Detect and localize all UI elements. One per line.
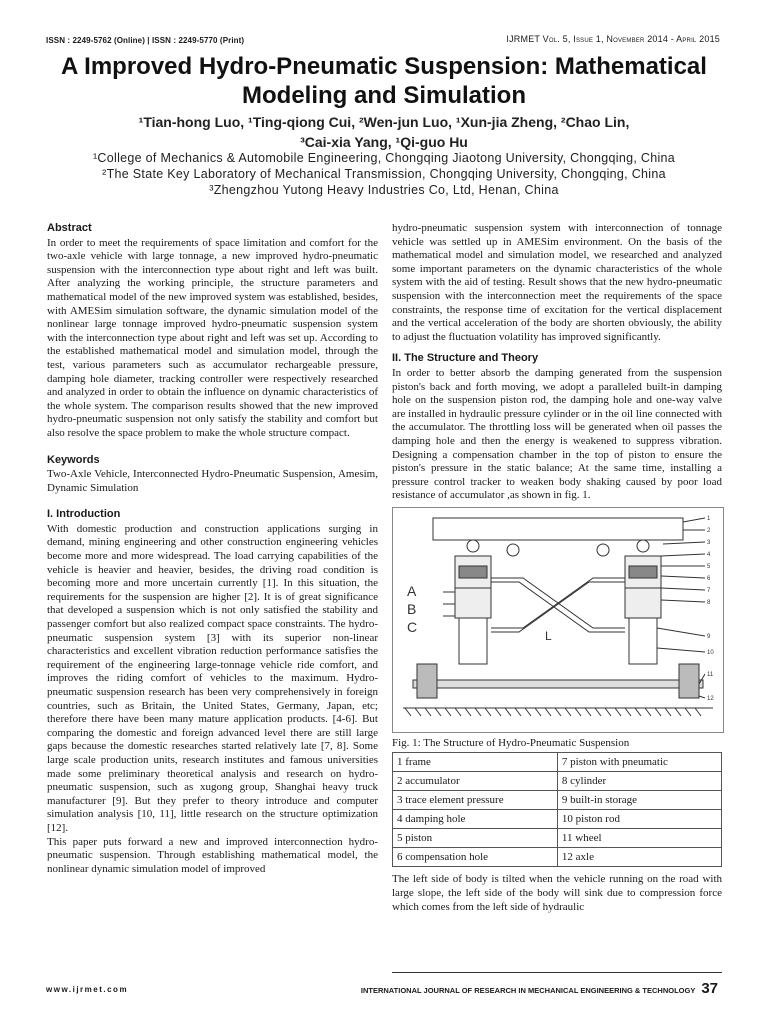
table-row bbox=[393, 810, 722, 829]
figure-number-4: 4 bbox=[707, 551, 711, 558]
table-cell: 8 cylinder bbox=[557, 772, 721, 791]
figure-label-a: A bbox=[407, 582, 417, 599]
figure-caption: Fig. 1: The Structure of Hydro-Pneumatic Suspension bbox=[392, 736, 630, 749]
author-list bbox=[60, 112, 708, 152]
keywords-text: Two-Axle Vehicle, Interconnected Hydro-Pneumatic Suspension, Amesim, Dynamic Simulation bbox=[47, 468, 378, 494]
affiliation-2: ²The State Key Laboratory of Mechanical Transmission, Chongqing University, Chongqing, China bbox=[102, 167, 666, 181]
right-wheel-shape bbox=[679, 664, 699, 698]
title-line-2: Modeling and Simulation bbox=[242, 82, 526, 109]
section-2-text: In order to better absorb the damping generated from the suspension piston's back and forth moving, we adopt a paralleled built-in damping hole on the suspension piston rod, the damping hole and one-way valve are installed in hydraulic pressure cylinder or in the oil line connected with the accumulator. The throttling loss will be generated when oil passes the damping hole and then the energy is weakened to suppress vibration. Designing a compensation chamber in the top of piston to ensure the piston's pressure in the static balance; At the same time, installing a pressure control tracker to weaken body shaking caused by poor load resistance of accumulator ,as shown in fig. 1. bbox=[392, 366, 722, 502]
suspension-diagram bbox=[393, 508, 723, 732]
table-cell: 5 piston bbox=[393, 829, 558, 848]
abstract-text: In order to meet the requirements of space limitation and comfort for the two-axle vehicle with large tonnage, a new improved hydro-pneumatic suspension with the interconnection type about right and left was built. After analyzing the working principle, the structure parameters and mathematical model of the new improved system was established, besides, with AMESim simulation software, the dynamic simulation model of the nonlinear large tonnage improved hydro-pneumatic suspension system with the interconnection type about right and left was set up. According to the established mathematical model and simulation model, through the test, various parameters such as accumulator rechargeable pressure, damping hole diameter, tracking controller were respectively researched and analyzed in order to obtain the influence on dynamic characteristics of the whole system. The comparison results showed that the new improved hydro-pneumatic suspension not only satisfy the stability and comfort but also resolve the space problem to make the whole structure compact. bbox=[47, 236, 378, 439]
after-table-text: The left side of body is tilted when the vehicle running on the road with large slope, the left side of the body will sink due to compression force which comes from the left side of hydraulic bbox=[392, 873, 722, 913]
table-row bbox=[393, 753, 722, 772]
figure-number-7: 7 bbox=[707, 587, 711, 594]
left-column bbox=[47, 222, 378, 876]
table-cell: 6 compensation hole bbox=[393, 848, 558, 867]
figure-label-l: L bbox=[545, 628, 552, 643]
introduction-continued: hydro-pneumatic suspension system with interconnection of tonnage vehicle was settled up in AMESim environment. On the basis of the mathematical model and simulation model, we researched and analyzed some important parameters on the dynamic characteristics of the whole system with the aid of testing. Result shows that the new hydro-pneumatic suspension with the interconnection meet the requirements of the space constraints, the response time of excitation for the vertical displacement and the vertical acceleration of the body are shorten obviously, the ability to adjust the fluctuation volatility has improved significantly. bbox=[392, 222, 722, 343]
introduction-heading: I. Introduction bbox=[47, 508, 121, 521]
table-cell: 1 frame bbox=[393, 753, 558, 772]
footer-url[interactable]: www.ijrmet.com bbox=[46, 985, 129, 994]
figure-number-1: 1 bbox=[707, 515, 711, 522]
left-cylinder-shape bbox=[455, 556, 491, 618]
figure-label-c: C bbox=[407, 618, 418, 635]
table-cell: 7 piston with pneumatic bbox=[557, 753, 721, 772]
introduction-text-2: This paper puts forward a new and improved interconnection hydro-pneumatic suspension. Through establishing mathematical model, the nonlinear dynamic simulation model of improved bbox=[47, 835, 378, 875]
left-wheel-shape bbox=[417, 664, 437, 698]
frame-shape bbox=[433, 518, 683, 540]
abstract-heading: Abstract bbox=[47, 222, 92, 234]
table-cell: 11 wheel bbox=[557, 829, 721, 848]
table-row bbox=[393, 791, 722, 810]
table-cell: 3 trace element pressure bbox=[393, 791, 558, 810]
figure-number-2: 2 bbox=[707, 527, 711, 534]
keywords-heading: Keywords bbox=[47, 453, 100, 466]
table-cell: 10 piston rod bbox=[557, 810, 721, 829]
figure-number-6: 6 bbox=[707, 575, 711, 582]
left-rod-shape bbox=[459, 618, 487, 664]
title-line-1: A Improved Hydro-Pneumatic Suspension: Mathematical bbox=[61, 53, 707, 80]
table-cell: 4 damping hole bbox=[393, 810, 558, 829]
section-2-heading: II. The Structure and Theory bbox=[392, 352, 539, 365]
right-cylinder-shape bbox=[625, 556, 661, 618]
suspension-structure-figure bbox=[392, 507, 724, 733]
table-row bbox=[393, 848, 722, 867]
footer-divider bbox=[392, 972, 722, 973]
page-number: 37 bbox=[701, 980, 718, 997]
table-cell: 2 accumulator bbox=[393, 772, 558, 791]
axle-shape bbox=[413, 680, 703, 688]
affiliation-3: ³Zhengzhou Yutong Heavy Industries Co, Ltd, Henan, China bbox=[209, 183, 559, 197]
introduction-text: With domestic production and construction applications surging in demand, mining engineering and other construction engineering vehicles become more and more widespread. The load carrying capabilities of the vehicle is heavier and heavier, besides, the driving road condition is becoming more and more uncertain currently [1]. In this situation, the requirements for the suspension are higher [2]. It is of great significance that developed a suspension which is not only satisfied the stability and passenger comfort but also realized compact space constraints. The hydro-pneumatic suspension system [3] with its superior non-linear characteristics and excellent vibration reduction performance satisfies the requirement of the engineering large-tonnage vehicle ride comfort, and improves the riding comfort of vehicles to the maximum. Hydro-pneumatic suspension research has been very comprehensively in foreign countries, such as Britain, the United States, Germany, Japan, etc; therefore there have been many mature application products. [4-6]. But comparing the domestic and foreign advanced level there are still large gaps because the domestic researches started relatively late [7, 8]. Some large scale production units, research institutes and famous universities made some preliminary theoretical analysis and research on hydro-pneumatic suspension, such as xugong group, Shanghai heavy truck manufacturer [9]. But they prefer to theory introduce and computer simulation analysis [10, 11], little research on the structure optimization [12]. bbox=[47, 522, 378, 834]
parts-table bbox=[392, 752, 722, 867]
figure-number-11: 11 bbox=[707, 671, 714, 678]
affiliations bbox=[30, 150, 738, 198]
figure-number-5: 5 bbox=[707, 563, 711, 570]
journal-issue-header: IJRMET Vol. 5, Issue 1, November 2014 - April 2015 bbox=[506, 34, 720, 44]
footer-journal bbox=[361, 980, 718, 997]
table-row bbox=[393, 772, 722, 791]
figure-number-3: 3 bbox=[707, 539, 711, 546]
table-row bbox=[393, 829, 722, 848]
affiliation-1: ¹College of Mechanics & Automobile Engineering, Chongqing Jiaotong University, Chongqing, China bbox=[92, 151, 676, 165]
right-column bbox=[392, 222, 722, 914]
authors-line-1: ¹Tian-hong Luo, ¹Ting-qiong Cui, ²Wen-jun Luo, ¹Xun-jia Zheng, ²Chao Lin, bbox=[138, 114, 630, 130]
figure-number-9: 9 bbox=[707, 633, 711, 640]
authors-line-2: ³Cai-xia Yang, ¹Qi-guo Hu bbox=[300, 134, 468, 150]
right-rod-shape bbox=[629, 618, 657, 664]
table-cell: 12 axle bbox=[557, 848, 721, 867]
left-accumulator-shape bbox=[507, 544, 519, 556]
figure-number-10: 10 bbox=[707, 649, 714, 656]
issn-header: ISSN : 2249-5762 (Online) | ISSN : 2249-5770 (Print) bbox=[46, 36, 245, 45]
table-cell: 9 built-in storage bbox=[557, 791, 721, 810]
figure-label-b: B bbox=[407, 600, 417, 617]
figure-number-8: 8 bbox=[707, 599, 711, 606]
paper-title bbox=[30, 52, 738, 110]
figure-number-12: 12 bbox=[707, 695, 714, 702]
right-accumulator-shape bbox=[597, 544, 609, 556]
footer-journal-name: INTERNATIONAL JOURNAL OF RESEARCH IN MECHANICAL ENGINEERING & TECHNOLOGY bbox=[360, 986, 696, 995]
